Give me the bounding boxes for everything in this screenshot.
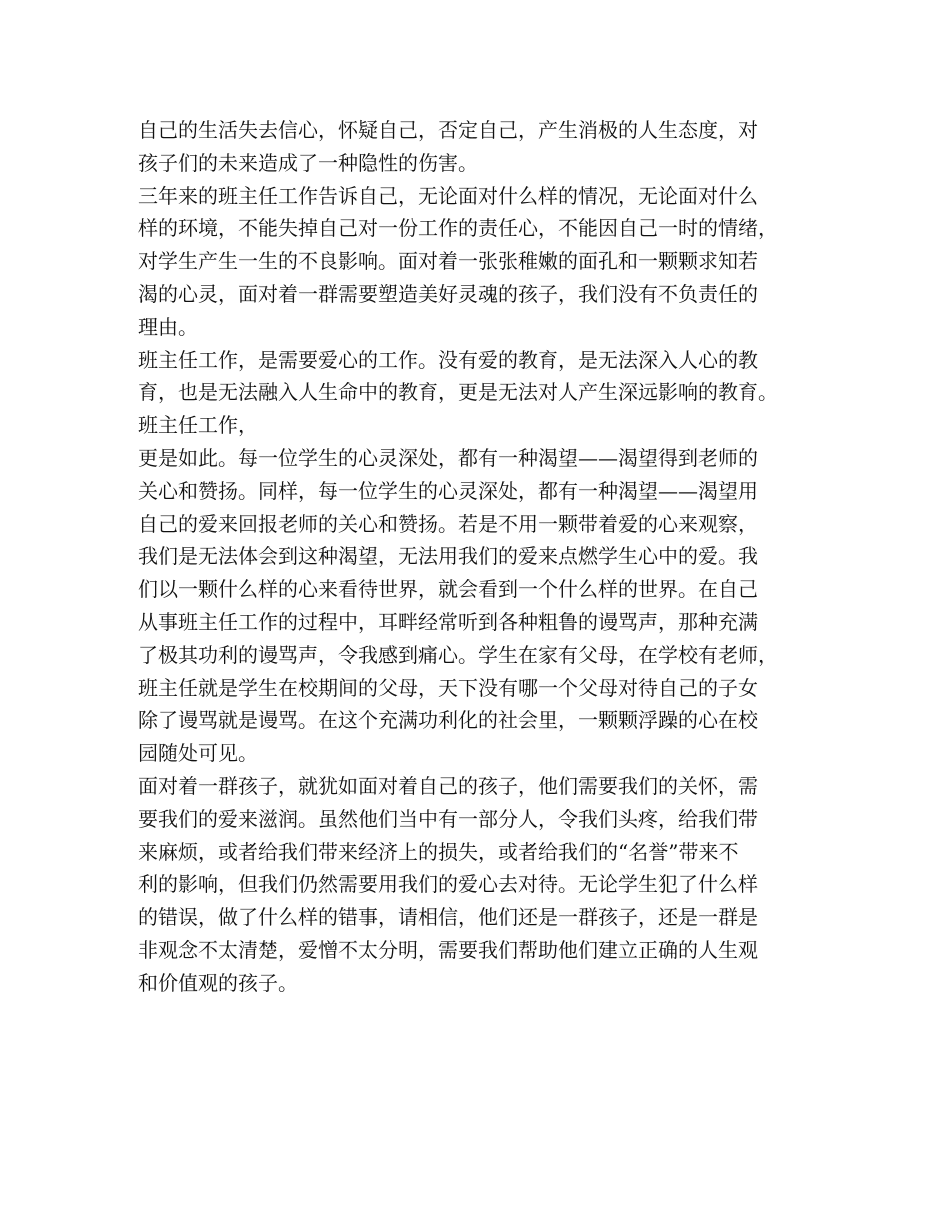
text-line: 更是如此。每一位学生的心灵深处，都有一种渴望——渴望得到老师的 [138,445,758,470]
text-line: 三年来的班主任工作告诉自己，无论面对什么样的情况，无论面对什么 [138,183,758,208]
text-line: 班主任就是学生在校期间的父母，天下没有哪一个父母对待自己的子女 [138,675,758,700]
text-line: 育，也是无法融入人生命中的教育，更是无法对人产生深远影响的教育。 [138,380,778,405]
text-line: 面对着一群孩子，就犹如面对着自己的孩子，他们需要我们的关怀，需 [138,773,758,798]
text-line: 样的环境，不能失掉自己对一份工作的责任心，不能因自己一时的情绪， [138,216,778,241]
text-line: 利的影响，但我们仍然需要用我们的爱心去对待。无论学生犯了什么样 [138,872,758,897]
text-line: 关心和赞扬。同样，每一位学生的心灵深处，都有一种渴望——渴望用 [138,478,758,503]
text-line: 园随处可见。 [138,741,258,766]
text-line: 孩子们的未来造成了一种隐性的伤害。 [138,150,478,175]
text-line: 班主任工作， [138,413,258,438]
text-line: 班主任工作，是需要爱心的工作。没有爱的教育，是无法深入人心的教 [138,347,758,372]
body-text [138,114,838,1000]
text-line: 渴的心灵，面对着一群需要塑造美好灵魂的孩子，我们没有不负责任的 [138,281,758,306]
text-line: 了极其功利的谩骂声，令我感到痛心。学生在家有父母，在学校有老师， [138,642,778,667]
text-line: 自己的爱来回报老师的关心和赞扬。若是不用一颗带着爱的心来观察， [138,511,758,536]
text-line: 除了谩骂就是谩骂。在这个充满功利化的社会里，一颗颗浮躁的心在校 [138,708,758,733]
text-line: 对学生产生一生的不良影响。面对着一张张稚嫩的面孔和一颗颗求知若 [138,249,758,274]
text-line: 来麻烦，或者给我们带来经济上的损失，或者给我们的“名誉”带来不 [138,839,739,864]
text-line: 非观念不太清楚，爱憎不太分明，需要我们帮助他们建立正确的人生观 [138,937,758,962]
text-line: 和价值观的孩子。 [138,970,298,995]
text-line: 要我们的爱来滋润。虽然他们当中有一部分人，令我们头疼，给我们带 [138,806,758,831]
text-line: 理由。 [138,314,198,339]
text-line: 从事班主任工作的过程中，耳畔经常听到各种粗鲁的谩骂声，那种充满 [138,609,758,634]
text-line: 我们是无法体会到这种渴望，无法用我们的爱来点燃学生心中的爱。我 [138,544,758,569]
text-line: 们以一颗什么样的心来看待世界，就会看到一个什么样的世界。在自己 [138,577,758,602]
text-line: 的错误，做了什么样的错事，请相信，他们还是一群孩子，还是一群是 [138,905,758,930]
text-line: 自己的生活失去信心，怀疑自己，否定自己，产生消极的人生态度，对 [138,118,758,142]
